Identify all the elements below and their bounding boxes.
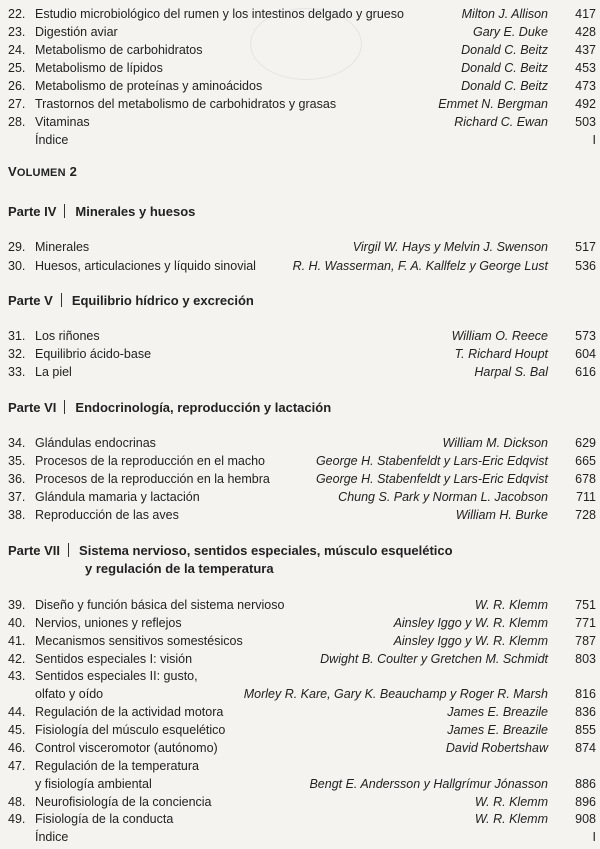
entry-title: Neurofisiología de la conciencia: [35, 795, 212, 809]
toc-entry: [0, 757, 600, 775]
part-title: Minerales y huesos: [75, 204, 196, 219]
entry-number: 34.: [8, 436, 26, 450]
entry-number: 48.: [8, 795, 26, 809]
entry-title: Regulación de la temperatura: [35, 759, 199, 773]
entry-title: Equilibrio ácido-base: [35, 347, 152, 361]
toc-entry: [0, 23, 600, 41]
entry-page: 816: [575, 687, 596, 701]
entry-number: 28.: [8, 115, 26, 129]
toc-entry: [0, 434, 600, 452]
entry-number: 45.: [8, 723, 26, 737]
entry-page: 492: [575, 97, 596, 111]
part-heading: [8, 292, 254, 310]
part-title: Endocrinología, reproducción y lactación: [75, 400, 332, 415]
entry-title: Sentidos especiales II: gusto,: [35, 669, 198, 683]
part-separator: [64, 400, 65, 414]
entry-page: 678: [575, 472, 596, 486]
entry-number: 33.: [8, 365, 26, 379]
part-separator: [61, 293, 62, 307]
entry-number: 38.: [8, 508, 26, 522]
toc-entry: [0, 238, 600, 256]
toc-entry: [0, 506, 600, 524]
entry-author: William H. Burke: [455, 508, 548, 522]
part-separator: [64, 204, 65, 218]
entry-page: 417: [575, 7, 596, 21]
toc-entry: [0, 614, 600, 632]
part-label: Parte VI: [8, 400, 57, 415]
toc-entry-index: [0, 131, 600, 149]
entry-number: 39.: [8, 598, 26, 612]
toc-entry-index: [0, 828, 600, 846]
toc-entry: [0, 5, 600, 23]
part-label: Parte V: [8, 293, 53, 308]
toc-entry: [0, 739, 600, 757]
toc-entry: [0, 452, 600, 470]
entry-author: Harpal S. Bal: [474, 365, 548, 379]
entry-title: Los riñones: [35, 329, 100, 343]
entry-title: Digestión aviar: [35, 25, 118, 39]
entry-page: 771: [575, 616, 596, 630]
entry-author: W. R. Klemm: [474, 812, 548, 826]
entry-author: Virgil W. Hays y Melvin J. Swenson: [352, 240, 548, 254]
entry-number: 27.: [8, 97, 26, 111]
toc-entry: [0, 488, 600, 506]
toc-entry: [0, 345, 600, 363]
entry-number: 32.: [8, 347, 26, 361]
toc-entry: [0, 470, 600, 488]
toc-entry-continuation: [0, 685, 600, 703]
entry-title: Sentidos especiales I: visión: [35, 652, 193, 666]
entry-page: 803: [575, 652, 596, 666]
entry-page: 874: [575, 741, 596, 755]
entry-number: 35.: [8, 454, 26, 468]
part-heading: [8, 542, 453, 576]
toc-entry: [0, 363, 600, 381]
entry-title: Regulación de la actividad motora: [35, 705, 224, 719]
entry-title: La piel: [35, 365, 72, 379]
entry-title: Control visceromotor (autónomo): [35, 741, 218, 755]
entry-page: I: [592, 830, 596, 844]
entry-title: Glándulas endocrinas: [35, 436, 156, 450]
entry-page: I: [592, 133, 596, 147]
entry-author: Donald C. Beitz: [461, 79, 548, 93]
toc-entry: [0, 113, 600, 131]
entry-author: Gary E. Duke: [472, 25, 548, 39]
entry-author: W. R. Klemm: [474, 795, 548, 809]
entry-title: Índice: [35, 133, 69, 147]
toc-entry: [0, 596, 600, 614]
entry-author: Emmet N. Bergman: [438, 97, 548, 111]
toc-entry: [0, 95, 600, 113]
entry-title-line2: olfato y oído: [35, 687, 104, 701]
entry-number: 47.: [8, 759, 26, 773]
entry-author: George H. Stabenfeldt y Lars-Eric Edqvist: [315, 454, 548, 468]
entry-page: 908: [575, 812, 596, 826]
entry-title: Procesos de la reproducción en el macho: [35, 454, 265, 468]
entry-author: T. Richard Houpt: [454, 347, 548, 361]
volume-heading: [8, 164, 77, 179]
entry-page: 437: [575, 43, 596, 57]
entry-title: Trastornos del metabolismo de carbohidratos y grasas: [35, 97, 337, 111]
entry-title: Nervios, uniones y reflejos: [35, 616, 182, 630]
entry-page: 629: [575, 436, 596, 450]
entry-author: Bengt E. Andersson y Hallgrímur Jónasson: [309, 777, 548, 791]
entry-page: 896: [575, 795, 596, 809]
entry-page: 751: [575, 598, 596, 612]
toc-entry: [0, 721, 600, 739]
entry-number: 26.: [8, 79, 26, 93]
toc-entry: [0, 632, 600, 650]
entry-number: 29.: [8, 240, 26, 254]
entry-page: 616: [575, 365, 596, 379]
entry-title: Diseño y función básica del sistema nervioso: [35, 598, 285, 612]
entry-page: 573: [575, 329, 596, 343]
entry-page: 855: [575, 723, 596, 737]
entry-page: 711: [576, 490, 596, 504]
entry-title: Mecanismos sensitivos somestésicos: [35, 634, 243, 648]
part-title: Sistema nervioso, sentidos especiales, músculo esquelético: [79, 543, 453, 558]
entry-number: 40.: [8, 616, 26, 630]
entry-number: 25.: [8, 61, 26, 75]
entry-title: Procesos de la reproducción en la hembra: [35, 472, 270, 486]
entry-title: Vitaminas: [35, 115, 90, 129]
part-title-line2: y regulación de la temperatura: [85, 561, 274, 576]
entry-number: 31.: [8, 329, 26, 343]
entry-title: Fisiología de la conducta: [35, 812, 174, 826]
part-title: Equilibrio hídrico y excreción: [71, 293, 254, 308]
entry-author: Donald C. Beitz: [461, 43, 548, 57]
entry-author: Donald C. Beitz: [461, 61, 548, 75]
entry-title: Metabolismo de lípidos: [35, 61, 163, 75]
entry-page: 836: [575, 705, 596, 719]
entry-number: 41.: [8, 634, 26, 648]
entry-author: George H. Stabenfeldt y Lars-Eric Edqvist: [315, 472, 548, 486]
entry-author: Chung S. Park y Norman L. Jacobson: [338, 490, 548, 504]
entry-title-line2: y fisiología ambiental: [35, 777, 152, 791]
entry-page: 886: [575, 777, 596, 791]
entry-author: David Robertshaw: [445, 741, 548, 755]
entry-title: Índice: [35, 830, 69, 844]
entry-author: Milton J. Allison: [461, 7, 548, 21]
entry-page: 517: [575, 240, 596, 254]
entry-page: 665: [575, 454, 596, 468]
entry-page: 787: [575, 634, 596, 648]
toc-entry: [0, 810, 600, 828]
entry-title: Metabolismo de proteínas y aminoácidos: [35, 79, 263, 93]
entry-number: 24.: [8, 43, 26, 57]
entry-page: 536: [575, 259, 596, 273]
entry-page: 428: [575, 25, 596, 39]
entry-author: R. H. Wasserman, F. A. Kallfelz y George Lust: [292, 259, 548, 273]
entry-author: Dwight B. Coulter y Gretchen M. Schmidt: [320, 652, 548, 666]
entry-number: 37.: [8, 490, 26, 504]
entry-author: James E. Breazile: [447, 705, 548, 719]
entry-number: 42.: [8, 652, 26, 666]
toc-entry: [0, 257, 600, 275]
toc-entry-continuation: [0, 775, 600, 793]
entry-number: 44.: [8, 705, 26, 719]
entry-author: Morley R. Kare, Gary K. Beauchamp y Roger R. Marsh: [243, 687, 548, 701]
entry-author: William M. Dickson: [442, 436, 548, 450]
entry-title: Huesos, articulaciones y líquido sinovial: [35, 259, 256, 273]
entry-author: W. R. Klemm: [474, 598, 548, 612]
entry-author: Ainsley Iggo y W. R. Klemm: [393, 634, 548, 648]
part-separator: [68, 543, 69, 557]
toc-entry: [0, 650, 600, 668]
entry-page: 728: [575, 508, 596, 522]
entry-page: 604: [575, 347, 596, 361]
toc-entry: [0, 703, 600, 721]
entry-page: 453: [575, 61, 596, 75]
entry-author: James E. Breazile: [447, 723, 548, 737]
entry-author: William O. Reece: [451, 329, 548, 343]
entry-number: 46.: [8, 741, 26, 755]
toc-entry: [0, 77, 600, 95]
toc-entry: [0, 59, 600, 77]
entry-number: 23.: [8, 25, 26, 39]
part-label: Parte VII: [8, 543, 61, 558]
entry-title: Fisiología del músculo esquelético: [35, 723, 226, 737]
entry-number: 49.: [8, 812, 26, 826]
part-heading: [8, 203, 195, 221]
entry-title: Minerales: [35, 240, 90, 254]
entry-author: Ainsley Iggo y W. R. Klemm: [393, 616, 548, 630]
entry-title: Metabolismo de carbohidratos: [35, 43, 203, 57]
toc-entry: [0, 327, 600, 345]
entry-title: Estudio microbiológico del rumen y los intestinos delgado y grueso: [35, 7, 404, 21]
entry-page: 473: [575, 79, 596, 93]
entry-number: 43.: [8, 669, 26, 683]
entry-title: Glándula mamaria y lactación: [35, 490, 200, 504]
toc-entry: [0, 667, 600, 685]
entry-page: 503: [575, 115, 596, 129]
volume-word: OLUMEN: [16, 167, 66, 179]
toc-entry: [0, 41, 600, 59]
part-label: Parte IV: [8, 204, 57, 219]
volume-prefix: V: [8, 164, 17, 179]
entry-number: 30.: [8, 259, 26, 273]
volume-number: 2: [69, 164, 77, 179]
entry-author: Richard C. Ewan: [454, 115, 548, 129]
entry-title: Reproducción de las aves: [35, 508, 179, 522]
entry-number: 36.: [8, 472, 26, 486]
entry-number: 22.: [8, 7, 26, 21]
part-heading: [8, 399, 331, 417]
toc-entry: [0, 793, 600, 811]
